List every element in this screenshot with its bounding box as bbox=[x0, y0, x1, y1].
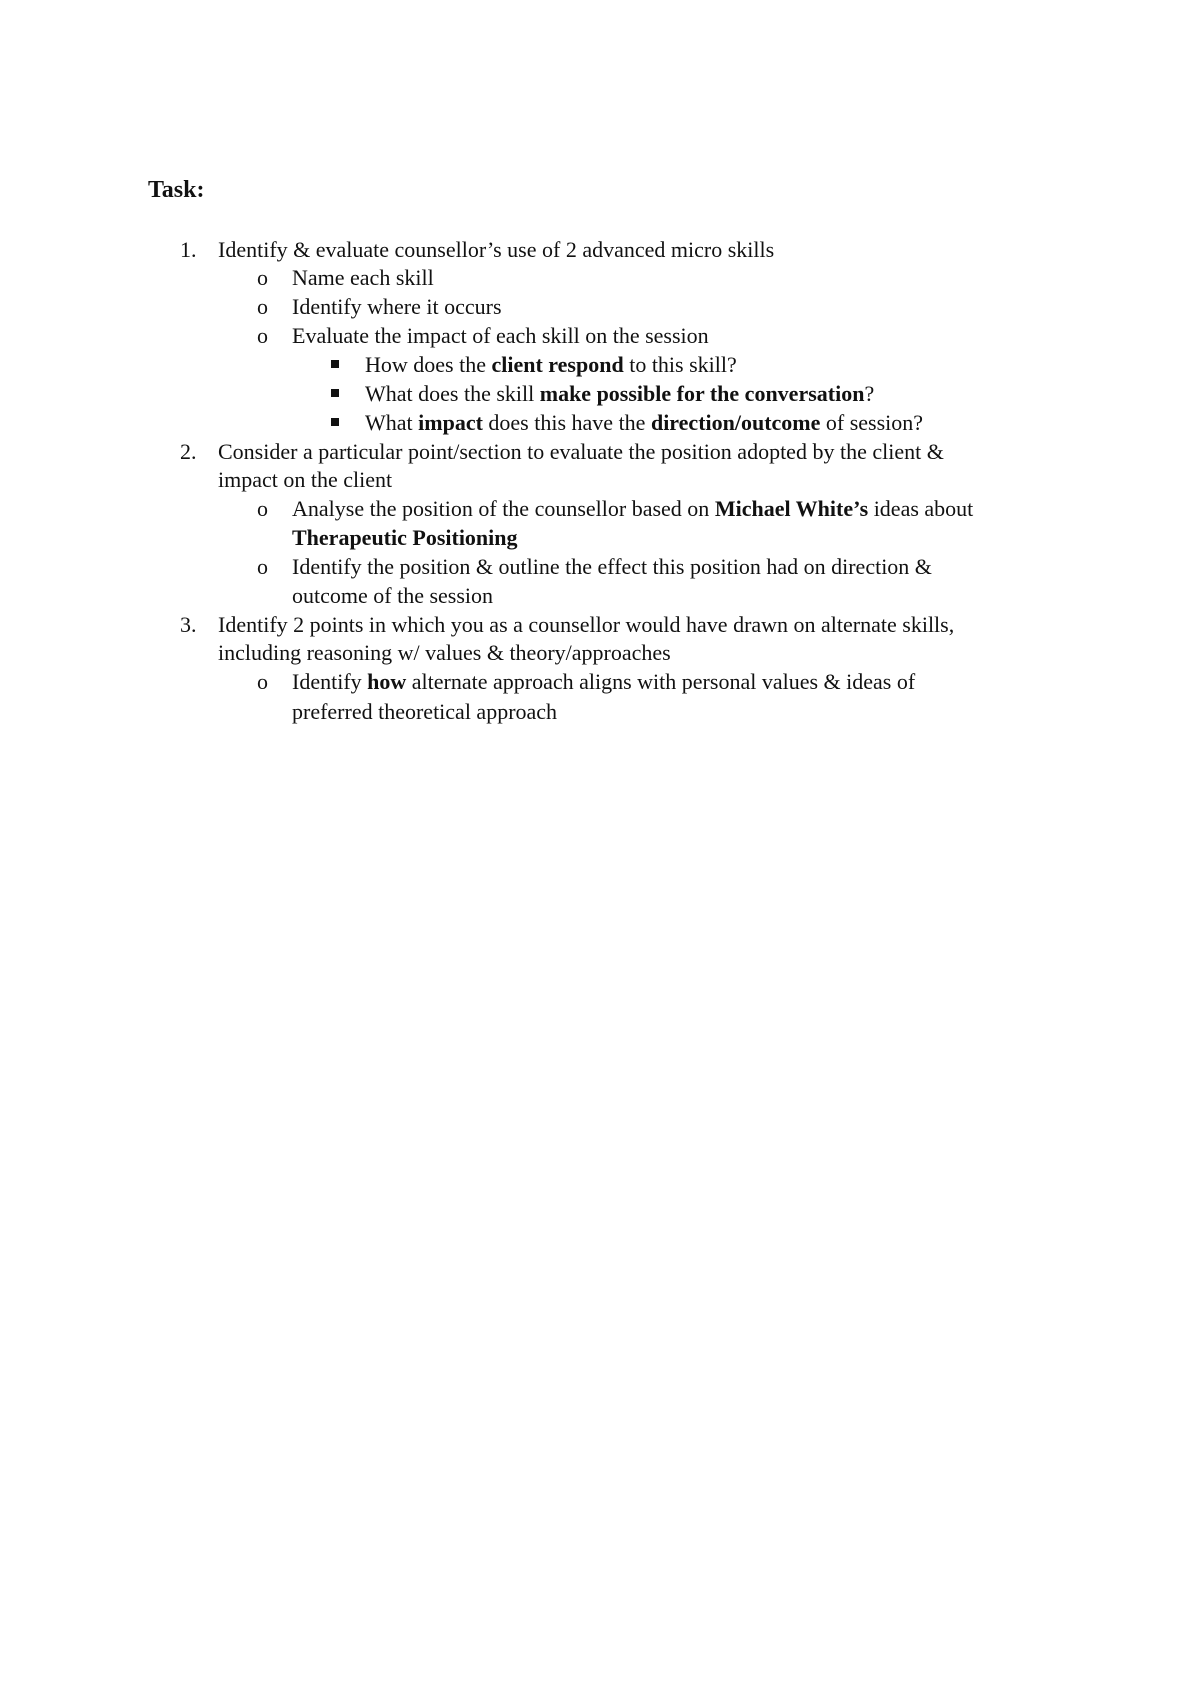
list-item-1-text: Identify & evaluate counsellor’s use of 2 advanced micro skills bbox=[218, 237, 775, 262]
square-bullet-icon bbox=[331, 389, 339, 397]
sub-bullet-marker: o bbox=[257, 554, 268, 579]
sub-item-identify-how-line2: preferred theoretical approach bbox=[292, 699, 558, 724]
page-title: Task: bbox=[148, 177, 205, 203]
sub-bullet-marker: o bbox=[257, 294, 268, 319]
sub-item-name-skill: Name each skill bbox=[292, 265, 434, 290]
list-number-2: 2. bbox=[180, 439, 197, 464]
list-item-2-text-line1: Consider a particular point/section to evaluate the position adopted by the client & bbox=[218, 439, 944, 464]
sub-item-evaluate-impact: Evaluate the impact of each skill on the session bbox=[292, 323, 709, 348]
list-item-3-text-line2: including reasoning w/ values & theory/approaches bbox=[218, 640, 671, 665]
sub-item-identify-where: Identify where it occurs bbox=[292, 294, 502, 319]
sub-sub-item-client-respond: How does the client respond to this skill? bbox=[365, 352, 737, 377]
sub-sub-item-make-possible: What does the skill make possible for the conversation? bbox=[365, 381, 875, 406]
square-bullet-icon bbox=[331, 418, 339, 426]
square-bullet-icon bbox=[331, 360, 339, 368]
sub-item-identify-position-line2: outcome of the session bbox=[292, 583, 494, 608]
sub-item-identify-how-line1: Identify how alternate approach aligns with personal values & ideas of bbox=[292, 669, 916, 694]
sub-bullet-marker: o bbox=[257, 265, 268, 290]
sub-bullet-marker: o bbox=[257, 669, 268, 694]
sub-item-analyse-position: Analyse the position of the counsellor based on Michael White’s ideas about bbox=[292, 496, 974, 521]
sub-item-therapeutic-positioning: Therapeutic Positioning bbox=[292, 525, 518, 550]
sub-sub-item-impact-direction: What impact does this have the direction/outcome of session? bbox=[365, 410, 924, 435]
list-number-1: 1. bbox=[180, 237, 197, 262]
sub-bullet-marker: o bbox=[257, 496, 268, 521]
list-number-3: 3. bbox=[180, 612, 197, 637]
list-item-2-text-line2: impact on the client bbox=[218, 467, 393, 492]
sub-bullet-marker: o bbox=[257, 323, 268, 348]
sub-item-identify-position-line1: Identify the position & outline the effect this position had on direction & bbox=[292, 554, 932, 579]
list-item-3-text-line1: Identify 2 points in which you as a counsellor would have drawn on alternate skills, bbox=[218, 612, 955, 637]
